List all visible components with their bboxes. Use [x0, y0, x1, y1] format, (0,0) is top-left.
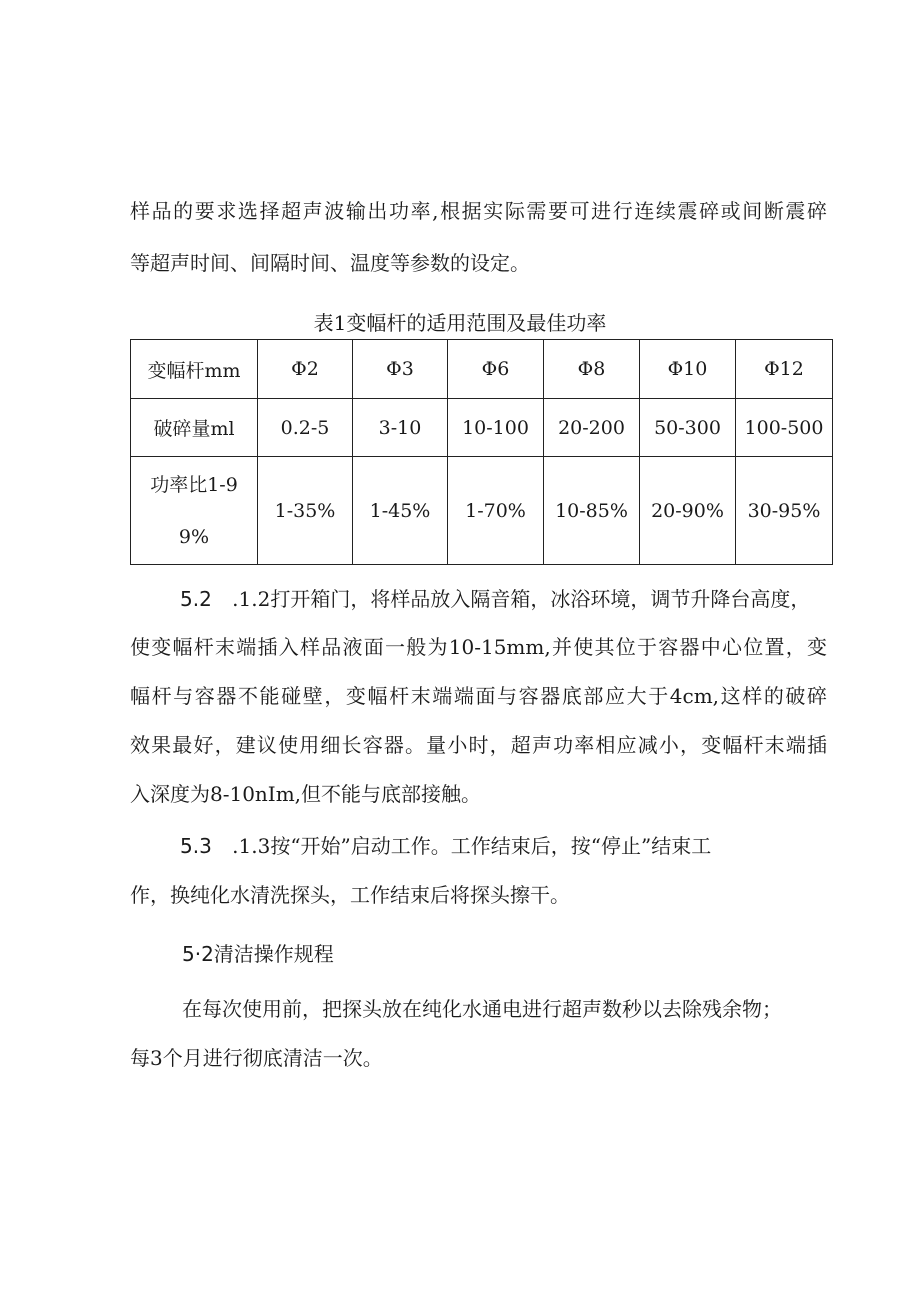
paragraph-line: 作，换纯化水清洗探头，工作结束后将探头擦干。 — [130, 883, 570, 907]
table-cell: 3-10 — [353, 399, 448, 457]
table-cell: 变幅杆mm — [131, 340, 258, 399]
table-row — [131, 457, 833, 565]
table-row — [131, 399, 833, 457]
paragraph-text: .1.3按“开始”启动工作。工作结束后，按“停止”结束工 — [232, 834, 712, 858]
intro-line-2: 等超声时间、间隔时间、温度等参数的设定。 — [130, 251, 530, 275]
table-cell: 10-100 — [448, 399, 544, 457]
table-cell: Φ2 — [258, 340, 353, 399]
section-heading: 5·2清洁操作规程 — [182, 942, 334, 966]
row-label-line-2: 9% — [178, 525, 210, 548]
paragraph-line: 在每次使用前，把探头放在纯化水通电进行超声数秒以去除残余物； — [182, 997, 782, 1021]
table-cell: 1-45% — [353, 457, 448, 565]
paragraph-text: .1.2打开箱门，将样品放入隔音箱，冰浴环境，调节升降台高度， — [232, 587, 811, 611]
horn-spec-table — [130, 339, 833, 565]
section-number: 5.3 — [180, 834, 212, 858]
paragraph-line — [180, 831, 711, 861]
table-cell: 50-300 — [640, 399, 736, 457]
table-cell: 1-35% — [258, 457, 353, 565]
table-cell: 100-500 — [736, 399, 833, 457]
table-cell: Φ3 — [353, 340, 448, 399]
table-header-row — [131, 340, 833, 399]
paragraph-line: 幅杆与容器不能碰壁，变幅杆末端端面与容器底部应大于4cm,这样的破碎 — [130, 684, 827, 708]
intro-line-1: 样品的要求选择超声波输出功率,根据实际需要可进行连续震碎或间断震碎 — [130, 199, 827, 223]
row-label-line-1: 功率比1-9 — [150, 473, 238, 496]
table-cell: 20-90% — [640, 457, 736, 565]
section-number: 5.2 — [180, 587, 212, 611]
paragraph-line — [180, 584, 827, 614]
paragraph-line: 入深度为8-10nIm,但不能与底部接触。 — [130, 782, 482, 806]
table-cell: 1-70% — [448, 457, 544, 565]
table-cell: 10-85% — [544, 457, 640, 565]
table-cell: Φ12 — [736, 340, 833, 399]
table-cell: Φ8 — [544, 340, 640, 399]
table-cell: 30-95% — [736, 457, 833, 565]
table-row-label — [131, 457, 258, 565]
table-cell: 0.2-5 — [258, 399, 353, 457]
paragraph-line: 每3个月进行彻底清洁一次。 — [130, 1046, 383, 1070]
paragraph-line: 使变幅杆末端插入样品液面一般为10-15mm,并使其位于容器中心位置，变 — [130, 635, 827, 659]
table-cell: Φ10 — [640, 340, 736, 399]
paragraph-line: 效果最好，建议使用细长容器。量小时，超声功率相应减小，变幅杆末端插 — [130, 733, 827, 757]
table-caption: 表1变幅杆的适用范围及最佳功率 — [313, 311, 607, 335]
table-cell: 20-200 — [544, 399, 640, 457]
table-cell: 破碎量ml — [131, 399, 258, 457]
table-cell: Φ6 — [448, 340, 544, 399]
